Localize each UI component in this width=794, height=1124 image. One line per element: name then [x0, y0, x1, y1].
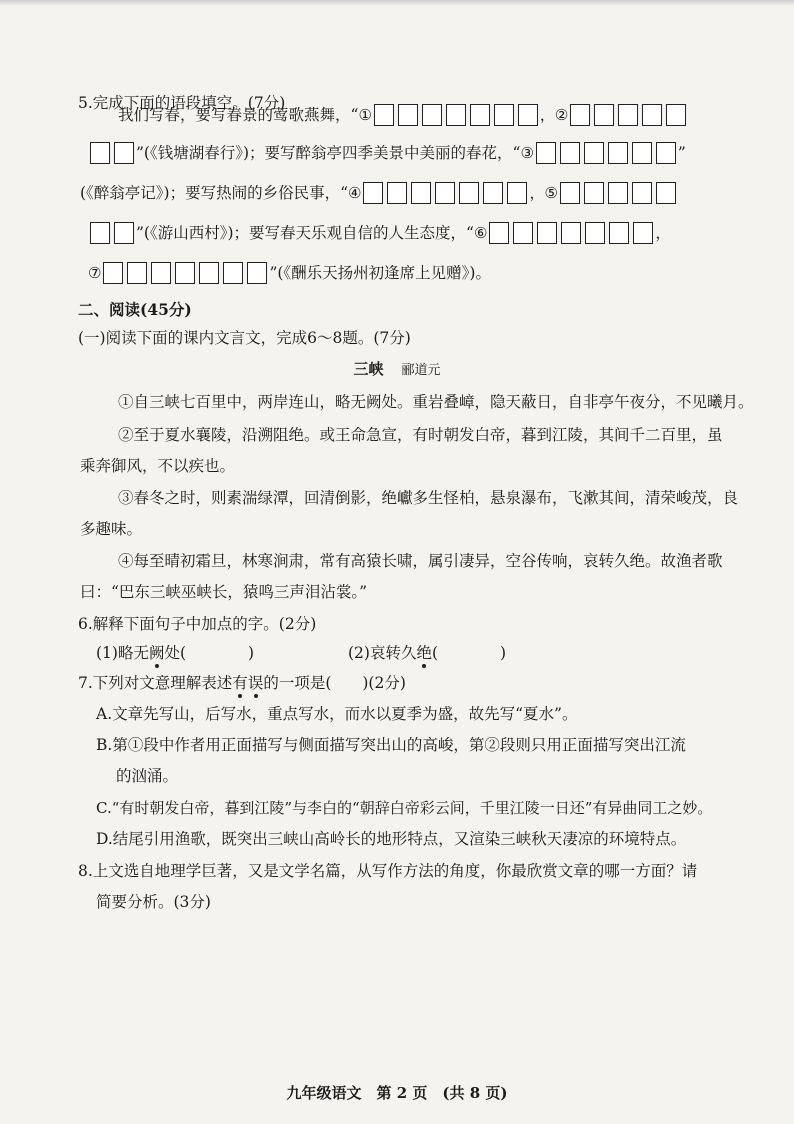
q5-text: ， — [655, 224, 671, 242]
q5-text: ” — [677, 144, 686, 162]
dotted-char: 有 — [232, 674, 248, 692]
q5-line-3 — [80, 182, 678, 204]
passage-para-3b: 多趣味。 — [80, 520, 143, 538]
q6-item-1 — [96, 642, 254, 664]
blank-2b[interactable] — [88, 144, 136, 162]
q6-heading: 6.解释下面句子中加点的字。(2分) — [78, 615, 317, 633]
blank-marker-3: ③ — [520, 144, 534, 162]
q7-option-d: D.结尾引用渔歌，既突出三峡山高岭长的地形特点，又渲染三峡秋天凄凉的环境特点。 — [96, 830, 687, 848]
blank-1a[interactable] — [372, 106, 540, 124]
answer-paren-1[interactable]: 处( ) — [164, 644, 255, 662]
passage-para-4b: 曰：“巴东三峡巫峡长，猿鸣三声泪沾裳。” — [80, 583, 368, 601]
q5-line-2 — [88, 142, 686, 164]
q7-option-b-2: 的汹涌。 — [116, 767, 179, 785]
dotted-char: 阙 — [148, 644, 165, 662]
q5-line-1 — [118, 104, 688, 126]
passage-author: 郦道元 — [401, 363, 441, 378]
page-footer: 九年级语文 第 2 页 (共 8 页) — [286, 1084, 508, 1102]
blank-marker-5: ，⑤ — [529, 184, 558, 202]
q8-answer-area[interactable] — [78, 920, 698, 1060]
passage-para-4a: ④每至晴初霜旦，林寒涧肃，常有高猿长啸，属引凄异，空谷传响，哀转久绝。故渔者歌 — [118, 552, 723, 570]
q7-heading — [78, 672, 406, 694]
passage-para-1: ①自三峡七百里中，两岸连山，略无阙处。重岩叠嶂，隐天蔽日，自非亭午夜分，不见曦月。 — [118, 393, 754, 411]
passage-para-2a: ②至于夏水襄陵，沿溯阻绝。或王命急宣，有时朝发白帝，暮到江陵，其间千二百里，虽 — [118, 426, 723, 444]
q5-text: (《醉翁亭记》)；要写热闹的乡俗民事，“ — [80, 184, 349, 202]
blank-4[interactable] — [361, 184, 529, 202]
blank-5b[interactable] — [88, 224, 136, 242]
blank-3[interactable] — [534, 144, 678, 162]
blank-7[interactable] — [101, 264, 269, 282]
blank-marker-7: ⑦ — [88, 264, 102, 282]
blank-marker-1: ① — [358, 106, 372, 124]
blank-5a[interactable] — [558, 184, 678, 202]
q6-item-2 — [348, 642, 506, 664]
q7-text: 7.下列对文意理解表述 — [78, 674, 233, 692]
q5-text: ”(《酬乐天扬州初逢席上见赠》)。 — [269, 264, 491, 282]
q5-text: 我们写春，要写春景的莺歌燕舞，“ — [118, 106, 359, 124]
scan-edge — [0, 0, 794, 6]
q5-text: ”(《游山西村》)；要写春天乐观自信的人生态度，“ — [136, 224, 474, 242]
blank-marker-6: ⑥ — [473, 224, 488, 242]
answer-paren-2[interactable]: ( ) — [431, 644, 507, 662]
blank-marker-2: ，② — [539, 106, 569, 124]
q7-answer-paren[interactable]: 的一项是( )(2分) — [263, 674, 406, 692]
q7-option-b-1: B.第①段中作者用正面描写与侧面描写突出山的高峻，第②段则只用正面描写突出江流 — [96, 736, 686, 754]
section-sub: (一)阅读下面的课内文言文，完成6～8题。(7分) — [78, 329, 411, 347]
blank-2a[interactable] — [568, 106, 688, 124]
q8-line-1: 8.上文选自地理学巨著，又是文学名篇，从写作方法的角度，你最欣赏文章的哪一方面？请 — [78, 862, 698, 880]
section-heading: 二、阅读(45分) — [78, 300, 192, 319]
q5-heading: 5.完成下面的语段填空。(7分) — [78, 94, 286, 112]
dotted-char: 绝 — [416, 644, 432, 662]
q6-item-text: (1)略无 — [96, 644, 149, 662]
q7-option-c: C.“有时朝发白帝，暮到江陵”与李白的“朝辞白帝彩云间，千里江陵一日还”有异曲同工之妙。 — [96, 799, 713, 817]
q5-line-4 — [88, 222, 671, 244]
blank-marker-4: ④ — [348, 184, 362, 202]
dotted-char: 误 — [247, 674, 264, 692]
q6-item-text: (2)哀转久 — [348, 644, 417, 662]
passage-title — [0, 358, 794, 379]
blank-6[interactable] — [487, 224, 655, 242]
q8-line-2: 简要分析。(3分) — [96, 893, 211, 911]
q7-option-a: A.文章先写山，后写水，重点写水，而水以夏季为盛，故先写“夏水”。 — [96, 705, 578, 723]
passage-para-2b: 乘奔御风，不以疾也。 — [80, 457, 236, 475]
passage-title-text: 三峡 — [353, 360, 384, 378]
q5-text: ”(《钱塘湖春行》)；要写醉翁亭四季美景中美丽的春花，“ — [136, 144, 521, 162]
q5-line-5 — [88, 262, 491, 284]
passage-para-3a: ③春冬之时，则素湍绿潭，回清倒影，绝巘多生怪柏，悬泉瀑布，飞漱其间，清荣峻茂，良 — [118, 489, 739, 507]
